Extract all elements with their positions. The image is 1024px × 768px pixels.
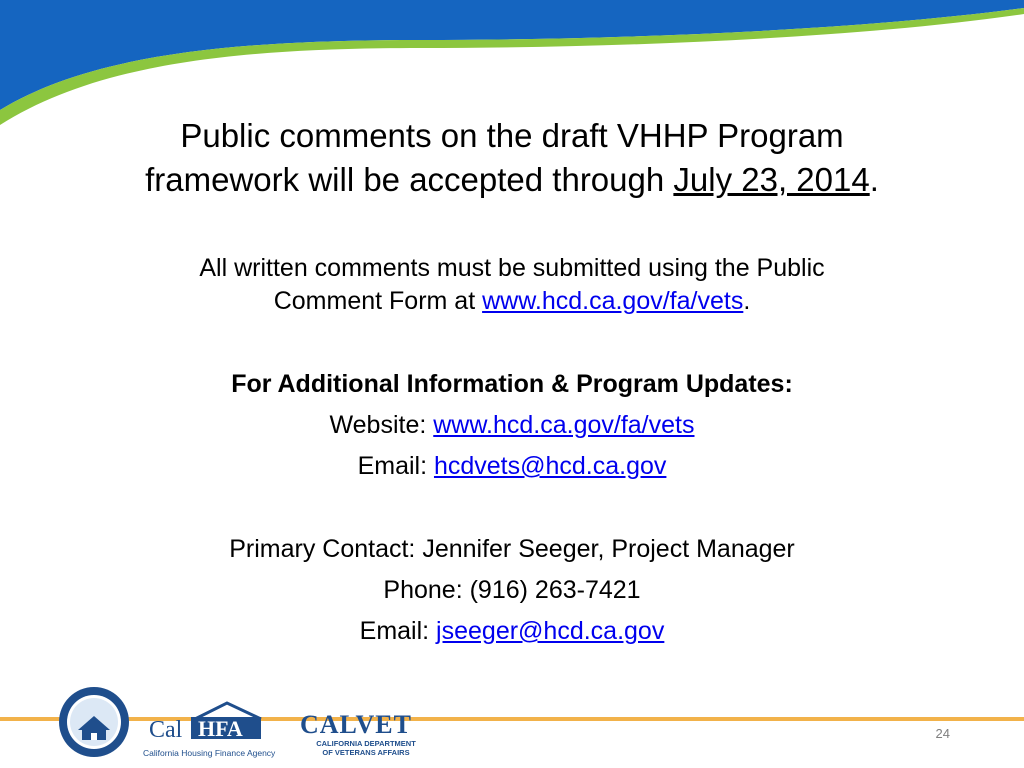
title-period: . [869, 161, 879, 198]
contact-email-link[interactable]: jseeger@hcd.ca.gov [436, 617, 665, 645]
primary-contact-text: Primary Contact: Jennifer Seeger, Project Manager [229, 535, 795, 563]
deadline-date: July 23, 2014 [673, 161, 870, 198]
calvet-logo [300, 711, 440, 763]
svg-text:HFA: HFA [198, 716, 243, 741]
info-heading [0, 369, 1024, 399]
written-comments-line-2 [0, 286, 1024, 316]
hcd-seal-logo [58, 686, 130, 758]
written-comments-line-1 [0, 253, 1024, 283]
calvet-caption-2: OF VETERANS AFFAIRS [322, 748, 410, 757]
written-text-1: All written comments must be submitted using the Public [199, 254, 825, 282]
email-link[interactable]: hcdvets@hcd.ca.gov [433, 452, 667, 480]
header-banner [0, 0, 1024, 130]
email-label: Email: [357, 452, 434, 480]
calvet-caption-1: CALIFORNIA DEPARTMENT [316, 739, 416, 748]
written-period: . [743, 287, 751, 315]
calhfa-caption: California Housing Finance Agency [143, 748, 276, 758]
banner-blue-band [0, 0, 1024, 110]
title-text-1: Public comments on the draft VHHP Program [180, 117, 844, 154]
contact-email-line [0, 616, 1024, 646]
primary-contact-line [0, 534, 1024, 564]
contact-email-label: Email: [359, 617, 437, 645]
phone-line [0, 575, 1024, 605]
calvet-wordmark: CALVET [300, 710, 412, 739]
written-text-2: Comment Form at [273, 287, 483, 315]
title-text-2: framework will be accepted through [145, 161, 674, 198]
title-line-2 [0, 160, 1024, 200]
page-number: 24 [935, 726, 950, 741]
title-line-1 [0, 116, 1024, 156]
website-line [0, 410, 1024, 440]
svg-text:Cal: Cal [149, 717, 183, 741]
website-label: Website: [329, 411, 434, 439]
website-link[interactable]: www.hcd.ca.gov/fa/vets [433, 411, 695, 439]
calhfa-logo [143, 701, 283, 763]
email-line [0, 451, 1024, 481]
comment-form-link[interactable]: www.hcd.ca.gov/fa/vets [482, 287, 744, 315]
calhfa-house-icon [143, 701, 283, 741]
info-heading-text: For Additional Information & Program Updates: [231, 370, 793, 398]
phone-text: Phone: (916) 263-7421 [383, 576, 641, 604]
